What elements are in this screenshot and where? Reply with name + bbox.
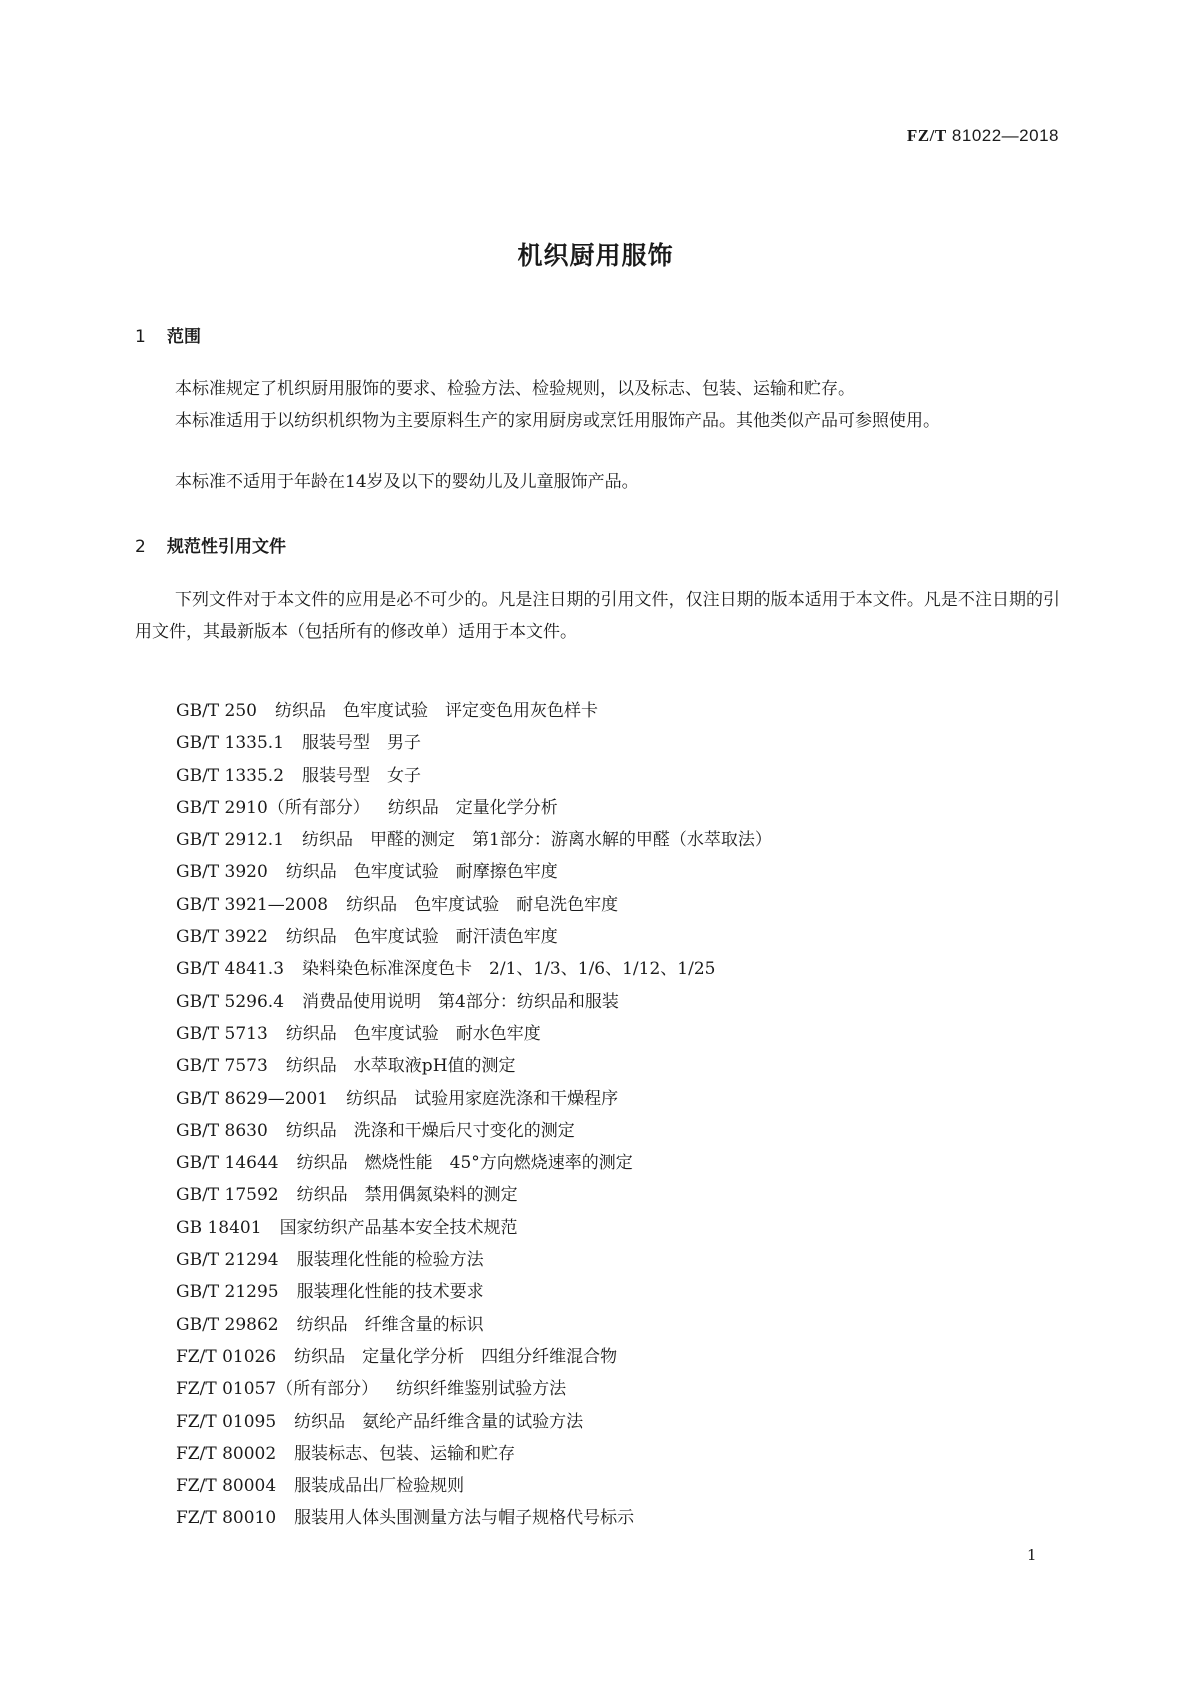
reference-title: 染料染色标准深度色卡 2/1、1/3、1/6、1/12、1/25 — [302, 959, 716, 980]
reference-code: GB/T 250 — [176, 701, 257, 721]
reference-title: 服装号型 男子 — [302, 733, 422, 754]
reference-title: 纺织品 禁用偶氮染料的测定 — [296, 1185, 518, 1206]
reference-item — [176, 1147, 772, 1179]
reference-title: 服装理化性能的技术要求 — [296, 1282, 484, 1303]
standard-code-number: 81022—2018 — [951, 126, 1059, 145]
reference-title: 消费品使用说明 第4部分：纺织品和服装 — [302, 991, 619, 1012]
reference-code: GB/T 1335.2 — [176, 765, 285, 786]
reference-item — [176, 1276, 772, 1308]
reference-item — [176, 1406, 772, 1438]
reference-item — [176, 1212, 772, 1244]
reference-item — [176, 856, 772, 888]
reference-item — [176, 1083, 772, 1115]
reference-title: 纺织品 水萃取液pH值的测定 — [285, 1056, 516, 1077]
reference-item — [176, 1341, 772, 1373]
reference-title: 纺织品 燃烧性能 45°方向燃烧速率的测定 — [296, 1153, 633, 1174]
reference-title: 服装标志、包装、运输和贮存 — [294, 1443, 516, 1464]
reference-item — [176, 1115, 772, 1147]
reference-code: FZ/T 01095 — [176, 1411, 277, 1432]
reference-item — [176, 792, 772, 824]
reference-item — [176, 760, 772, 792]
reference-code: GB/T 17592 — [176, 1185, 279, 1206]
section-1-title: 范围 — [167, 327, 201, 347]
reference-title: 服装用人体头围测量方法与帽子规格代号标示 — [294, 1508, 635, 1529]
reference-item — [176, 889, 772, 921]
reference-item — [176, 1050, 772, 1082]
reference-item — [176, 1018, 772, 1050]
reference-title: 纺织品 纤维含量的标识 — [296, 1314, 484, 1335]
reference-title: 服装理化性能的检验方法 — [296, 1250, 484, 1271]
reference-code: GB/T 5713 — [176, 1023, 268, 1044]
reference-title: 纺织品 试验用家庭洗涤和干燥程序 — [346, 1088, 619, 1109]
reference-title: 纺织品 氨纶产品纤维含量的试验方法 — [294, 1411, 584, 1432]
standard-code-prefix: FZ/T — [906, 126, 947, 145]
section-2-intro: 下列文件对于本文件的应用是必不可少的。凡是注日期的引用文件，仅注日期的版本适用于本文件。凡是不注日期的引用文件，其最新版本（包括所有的修改单）适用于本文件。 — [135, 590, 1060, 642]
reference-title: 服装号型 女子 — [302, 765, 422, 786]
reference-code: GB/T 8629—2001 — [176, 1088, 329, 1109]
reference-code: GB/T 14644 — [176, 1153, 279, 1174]
reference-title: 国家纺织产品基本安全技术规范 — [279, 1217, 518, 1238]
reference-item — [176, 1309, 772, 1341]
reference-code: GB/T 2910（所有部分） — [176, 797, 370, 818]
reference-code: GB/T 3920 — [176, 862, 268, 883]
reference-code: FZ/T 01026 — [176, 1346, 277, 1367]
reference-item — [176, 1502, 772, 1534]
standard-code — [907, 126, 1059, 146]
reference-item — [176, 727, 772, 759]
section-1-paragraph-2: 本标准适用于以纺织机织物为主要原料生产的家用厨房或烹饪用服饰产品。其他类似产品可参照使用。 — [175, 411, 940, 431]
reference-code: GB/T 21294 — [176, 1250, 279, 1271]
reference-item — [176, 695, 772, 727]
reference-title: 纺织品 色牢度试验 评定变色用灰色样卡 — [275, 701, 598, 721]
reference-code: FZ/T 80002 — [176, 1443, 277, 1464]
reference-code: GB/T 29862 — [176, 1314, 279, 1335]
page-number: 1 — [1027, 1546, 1037, 1564]
reference-list — [176, 695, 772, 1535]
reference-item — [176, 824, 772, 856]
reference-item — [176, 1470, 772, 1502]
reference-code: GB/T 21295 — [176, 1282, 279, 1303]
reference-title: 纺织品 定量化学分析 — [387, 797, 558, 818]
section-1-number: 1 — [135, 327, 146, 347]
reference-code: GB/T 5296.4 — [176, 991, 285, 1012]
reference-code: FZ/T 80010 — [176, 1508, 277, 1529]
reference-code: GB/T 3922 — [176, 927, 268, 948]
reference-item — [176, 1179, 772, 1211]
reference-code: FZ/T 80004 — [176, 1476, 277, 1497]
reference-title: 纺织品 洗涤和干燥后尺寸变化的测定 — [285, 1120, 575, 1141]
reference-title: 纺织品 色牢度试验 耐摩擦色牢度 — [285, 862, 558, 883]
reference-code: GB 18401 — [176, 1217, 262, 1238]
reference-code: GB/T 8630 — [176, 1120, 268, 1141]
reference-title: 纺织品 甲醛的测定 第1部分：游离水解的甲醛（水萃取法） — [302, 830, 772, 851]
reference-title: 纺织品 色牢度试验 耐汗渍色牢度 — [285, 927, 558, 948]
section-1-paragraph-1: 本标准规定了机织厨用服饰的要求、检验方法、检验规则，以及标志、包装、运输和贮存。 — [175, 379, 855, 399]
reference-item — [176, 986, 772, 1018]
reference-code: FZ/T 01057（所有部分） — [176, 1379, 379, 1400]
reference-title: 纺织品 定量化学分析 四组分纤维混合物 — [294, 1346, 618, 1367]
reference-code: GB/T 2912.1 — [176, 830, 285, 851]
reference-title: 纺织品 色牢度试验 耐水色牢度 — [285, 1023, 541, 1044]
reference-item — [176, 1438, 772, 1470]
reference-item — [176, 921, 772, 953]
reference-item — [176, 1244, 772, 1276]
reference-title: 服装成品出厂检验规则 — [294, 1476, 465, 1497]
reference-item — [176, 1373, 772, 1405]
reference-code: GB/T 3921—2008 — [176, 894, 329, 915]
reference-code: GB/T 7573 — [176, 1056, 268, 1077]
reference-title: 纺织纤维鉴别试验方法 — [396, 1379, 567, 1400]
section-1-paragraph-3: 本标准不适用于年龄在14岁及以下的婴幼儿及儿童服饰产品。 — [175, 472, 639, 492]
section-2-heading — [135, 532, 286, 557]
document-title: 机织厨用服饰 — [517, 241, 674, 270]
reference-code: GB/T 4841.3 — [176, 959, 285, 980]
reference-title: 纺织品 色牢度试验 耐皂洗色牢度 — [346, 894, 619, 915]
section-1-heading — [135, 322, 201, 347]
reference-item — [176, 953, 772, 985]
section-2-title: 规范性引用文件 — [167, 537, 286, 557]
section-2-number: 2 — [135, 537, 146, 557]
reference-code: GB/T 1335.1 — [176, 733, 285, 754]
